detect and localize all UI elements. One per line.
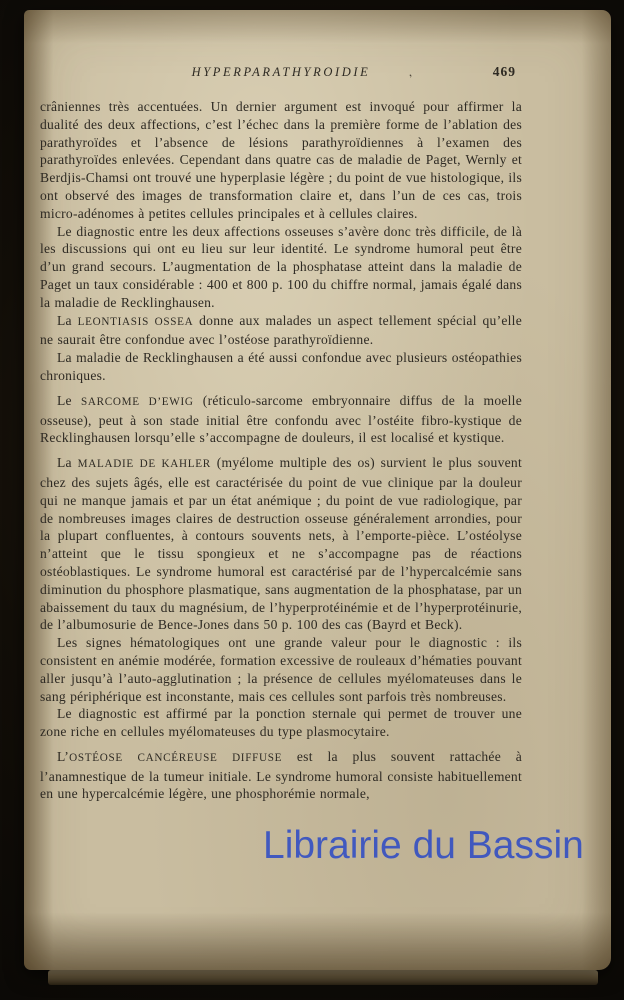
small-caps-term: SARCOME D’EWIG bbox=[80, 395, 194, 408]
text-run: Les signes hématologiques ont une grande valeur pour le diagnostic : ils consistent en anémie modérée, formation excessive de rouleaux d’hématies pouvant aller jusqu’à l’auto-agglutination ; la présence de cellules myélomateuses dans le sang périphérique est inconstante, mais ces cellules sont parfois très nombreuses. bbox=[40, 635, 522, 704]
text-run: Le diagnostic entre les deux affections osseuses s’avère donc très difficile, de là les discussions qui ont eu lieu sur leur identité. Le syndrome humoral peut être d’un grand secours. L’augmentation de la phosphatase atteint dans la maladie de Paget un taux considérable : 400 et 800 p. 100 du chiffre normal, jamais égalé dans la maladie de Recklinghausen. bbox=[40, 223, 522, 310]
text-run: La bbox=[57, 312, 78, 328]
text-run: (réticulo-sarcome embryonnaire diffus de la moelle osseuse), peut à son stade initial être confondu avec l’ostéite fibro-kystique de Recklinghausen lorsqu’elle s’accompagne de douleurs, il est localisé et kystique. bbox=[40, 392, 522, 446]
small-caps-term: MALADIE DE KAHLER bbox=[77, 458, 211, 471]
running-title: HYPERPARATHYROIDIE bbox=[191, 65, 371, 79]
paragraph bbox=[40, 223, 522, 312]
text-run: est la plus souvent rattachée à l’anamnestique de la tumeur initiale. Le syndrome humoral consiste habituellement en une hypercalcémie légère, une phosphorémie normale, bbox=[40, 748, 522, 802]
small-caps-term: OSTÉOSE CANCÉREUSE DIFFUSE bbox=[69, 751, 283, 764]
page-number: 469 bbox=[492, 64, 516, 79]
text-run: Le bbox=[57, 392, 81, 408]
paragraph bbox=[40, 634, 522, 705]
paragraph bbox=[40, 454, 522, 634]
text-run: L’ bbox=[57, 748, 70, 764]
paragraph bbox=[40, 392, 522, 447]
paragraph bbox=[40, 748, 522, 803]
paragraph bbox=[40, 349, 522, 385]
print-speck: , bbox=[405, 66, 414, 80]
text-run: (myélome multiple des os) survient le plus souvent chez des sujets âgés, elle est caractérisée du point de vue clinique par la douleur qui ne manque jamais et par un état anémique ; du point de vue radiologique, par de nombreuses images claires de destruction osseuse généralement arrondies, pour la plupart confluentes, à contours souvents nets, à l’emporte-pièce. L’ostéolyse n’atteint que le tissu spongieux et ne s’accompagne pas de réactions ostéoblastiques. Le syndrome humoral est caractérisé par de l’hypercalcémie sans diminution du phosphore plasmatique, sans augmentation de la phosphatase, par un abaissement du taux du magnésium, de l’hyperprotéinémie et de l’hyperprotéinurie, de l’albumosurie de Bence-Jones dans 50 p. 100 des cas (Bayrd et Beck). bbox=[40, 455, 522, 633]
text-run: crâniennes très accentuées. Un dernier argument est invoqué pour affirmer la dualité des deux affections, c’est l’échec dans la première forme de l’ablation des parathyroïdes et l’absence de lésions parathyroïdiennes à l’examen des parathyroïdes enlevées. Cependant dans quatre cas de maladie de Paget, Wernly et Berdjis-Chamsi ont trouvé une hyperplasie légère ; du point de vue histologique, ils ont observé des images de transformation claire et, dans l’un de ces cas, trois micro-adénomes à petites cellules principales et à cellules claires. bbox=[40, 99, 522, 221]
text-column bbox=[40, 62, 522, 803]
text-run: donne aux malades un aspect tellement spécial qu’elle ne saurait être confondue avec l’ostéose parathyroïdienne. bbox=[40, 312, 522, 348]
text-run: La bbox=[57, 455, 78, 471]
paragraph bbox=[40, 705, 522, 741]
text-run: La maladie de Recklinghausen a été aussi confondue avec plusieurs ostéopathies chroniques. bbox=[40, 350, 522, 383]
paragraph bbox=[40, 98, 522, 223]
watermark-text: Librairie du Bassin bbox=[263, 824, 584, 867]
paragraph bbox=[40, 312, 522, 350]
text-run: Le diagnostic est affirmé par la ponction sternale qui permet de trouver une zone riche en cellules myélomateuses du type plasmocytaire. bbox=[40, 706, 522, 740]
page-paragraphs bbox=[40, 98, 522, 803]
small-caps-term: LEONTIASIS OSSEA bbox=[77, 315, 194, 328]
page-header bbox=[40, 62, 522, 82]
book-pages-edge bbox=[48, 970, 598, 985]
